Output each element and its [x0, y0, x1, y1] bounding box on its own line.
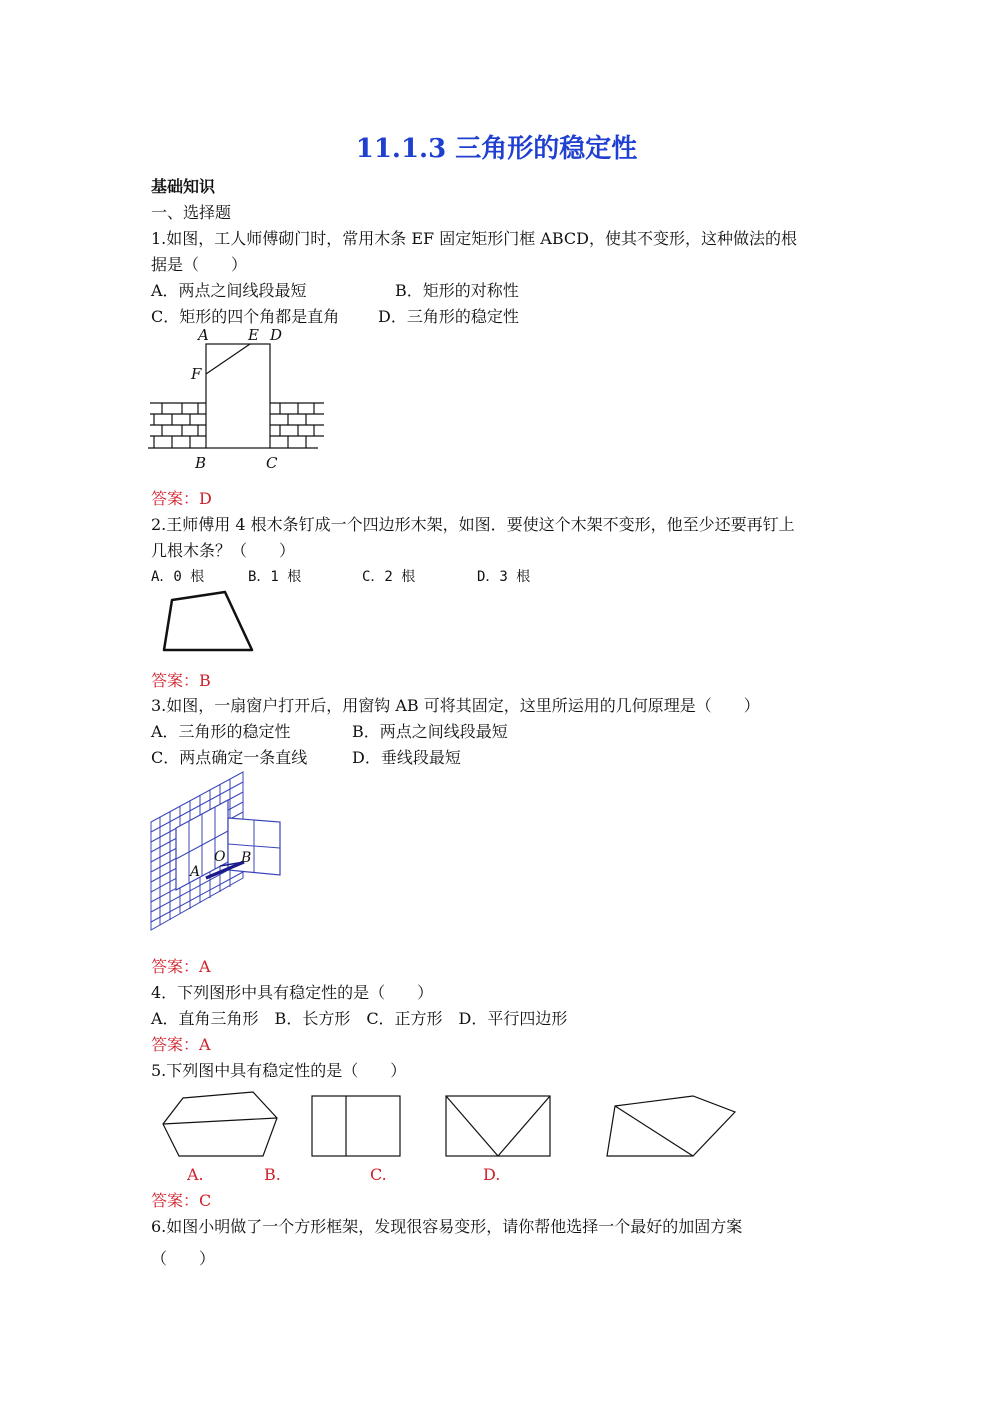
- q3-option-d: D．垂线段最短: [352, 748, 461, 767]
- q3-option-b: B．两点之间线段最短: [352, 722, 508, 741]
- q2-answer: 答案：B: [151, 671, 211, 690]
- q1-label-b: B: [195, 454, 207, 472]
- q1-label-a: A: [198, 326, 209, 344]
- q1-option-c: C．矩形的四个角都是直角: [151, 307, 340, 326]
- part-heading: 一、选择题: [151, 203, 232, 222]
- q3-stem: 3.如图，一扇窗户打开后，用窗钩 AB 可将其固定，这里所运用的几何原理是（ ）: [151, 696, 760, 715]
- section-heading: 基础知识: [151, 177, 216, 196]
- q5-label-a: A.: [187, 1165, 204, 1184]
- q5-label-d: D.: [483, 1165, 501, 1184]
- q5-shape-1: [163, 1092, 277, 1156]
- q6-stem-line1: 6.如图小明做了一个方形框架，发现很容易变形，请你帮他选择一个最好的加固方案: [151, 1217, 743, 1236]
- q3-label-a: A: [190, 864, 201, 880]
- q6-stem-line2: （ ）: [151, 1249, 216, 1268]
- q1-answer: 答案：D: [151, 489, 212, 508]
- q1-stem-line2: 据是（ ）: [151, 255, 248, 274]
- q5-shapes-figure: [155, 1088, 745, 1163]
- q1-label-e: E: [248, 326, 259, 344]
- page-title: 11.1.3 三角形的稳定性: [355, 134, 638, 164]
- q3-option-a: A．三角形的稳定性: [151, 722, 291, 741]
- q2-stem-line2: 几根木条？（ ）: [151, 541, 296, 560]
- q5-shape-3: [446, 1096, 550, 1156]
- q5-shape-4: [607, 1096, 735, 1156]
- q5-shape-2: [312, 1096, 400, 1156]
- q5-answer: 答案：C: [151, 1191, 212, 1210]
- q1-option-d: D．三角形的稳定性: [378, 307, 519, 326]
- q1-option-a: A．两点之间线段最短: [151, 281, 307, 300]
- q2-option-c: C．2 根: [362, 569, 416, 585]
- q2-option-a: A．0 根: [151, 569, 205, 585]
- q1-label-d: D: [270, 326, 283, 344]
- q4-answer: 答案：A: [151, 1035, 211, 1054]
- q2-option-d: D．3 根: [477, 569, 531, 585]
- q1-stem-line1: 1.如图，工人师傅砌门时，常用木条 EF 固定矩形门框 ABCD，使其不变形，这种做法的根: [151, 229, 797, 248]
- q4-options: A．直角三角形 B．长方形 C．正方形 D．平行四边形: [151, 1009, 568, 1028]
- q5-stem: 5.下列图中具有稳定性的是（ ）: [151, 1061, 407, 1080]
- q5-label-b: B.: [264, 1165, 281, 1184]
- q2-option-b: B．1 根: [248, 569, 302, 585]
- q3-option-c: C．两点确定一条直线: [151, 748, 308, 767]
- q5-label-c: C.: [370, 1165, 387, 1184]
- q3-answer: 答案：A: [151, 957, 211, 976]
- q3-label-b: B: [241, 850, 252, 866]
- q2-stem-line1: 2.王师傅用 4 根木条钉成一个四边形木架，如图．要使这个木架不变形，他至少还要再钉上: [151, 515, 795, 534]
- q1-label-f: F: [191, 365, 202, 383]
- q1-option-b: B．矩形的对称性: [395, 281, 519, 300]
- q4-stem: 4．下列图形中具有稳定性的是（ ）: [151, 983, 434, 1002]
- q2-quadrilateral-figure: [160, 588, 260, 658]
- q1-label-c: C: [266, 454, 278, 472]
- q3-label-o: O: [214, 849, 226, 865]
- q3-window-figure: [148, 770, 288, 935]
- q1-door-frame-figure: [148, 326, 328, 476]
